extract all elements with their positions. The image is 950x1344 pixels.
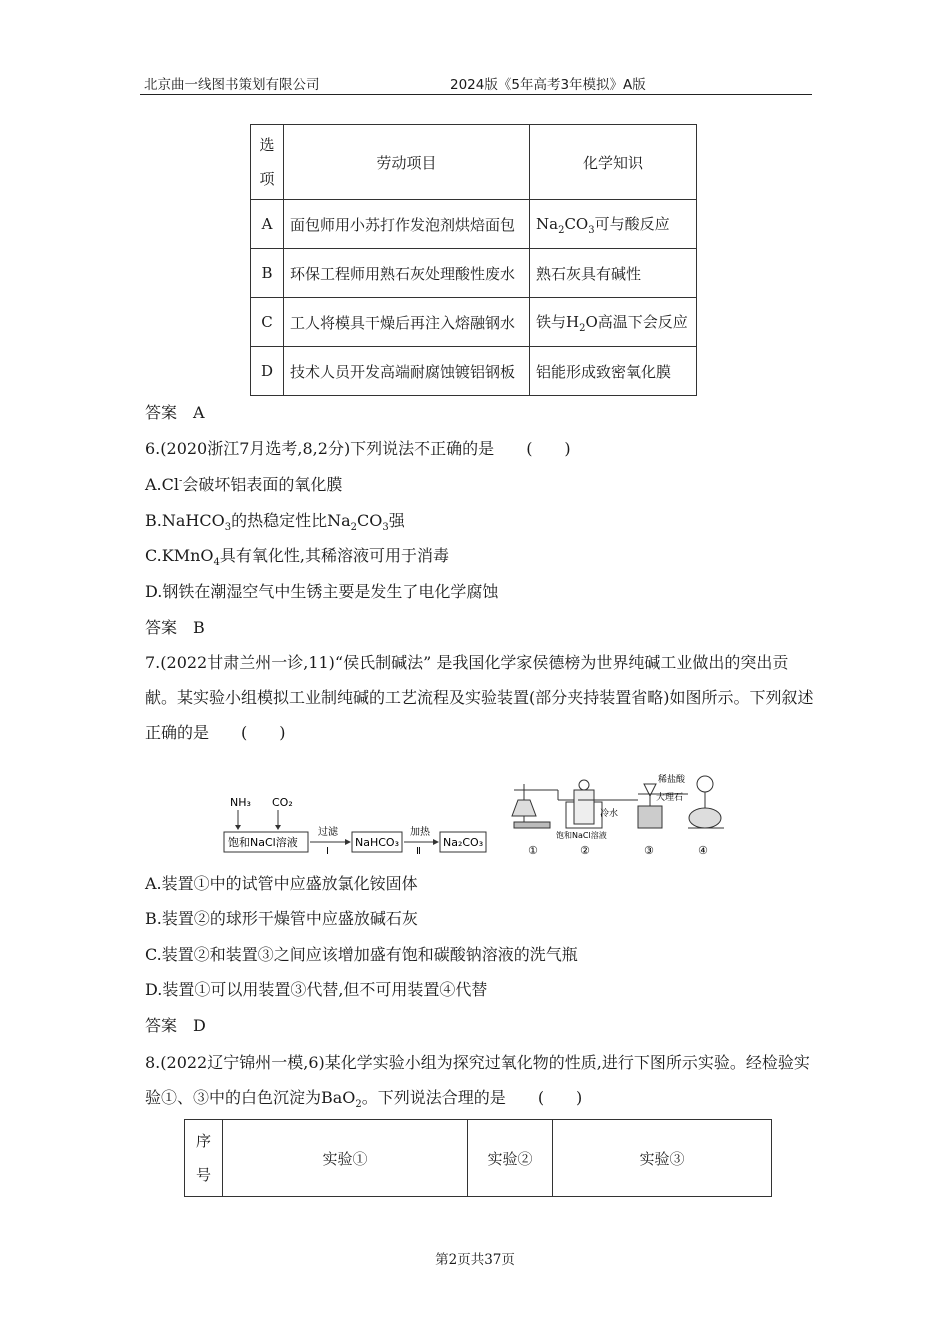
apparatus-1 [512, 784, 578, 828]
apparatus-1-label: ① [528, 844, 538, 857]
svg-text:NaHCO₃: NaHCO₃ [355, 836, 399, 849]
table-row: C 工人将模具干燥后再注入熔融钢水 铁与$H_2O$高温下会反应 [251, 298, 697, 347]
answer-6: 答案 B [145, 618, 205, 637]
apparatus-3 [638, 784, 688, 828]
co2-label: CO₂ [272, 796, 293, 809]
header-exp-2: 实验② [468, 1120, 553, 1197]
page-footer: 第2页共37页 [435, 1252, 515, 1268]
q7-option-c: C.装置②和装置③之间应该增加盛有饱和碳酸钠溶液的洗气瓶 [145, 945, 578, 964]
process-and-apparatus-figure [218, 770, 738, 860]
svg-text:加热: 加热 [410, 827, 430, 838]
header-option: 选 项 [251, 125, 284, 200]
table-row: A 面包师用小苏打作发泡剂烘焙面包 $Na_2CO_3$可与酸反应 [251, 200, 697, 249]
apparatus-4-label: ④ [698, 844, 708, 857]
apparatus-4 [688, 776, 724, 828]
labor-knowledge-table [250, 124, 697, 396]
svg-text:过滤: 过滤 [318, 827, 338, 838]
svg-text:稀盐酸: 稀盐酸 [658, 775, 686, 785]
experiment-table [184, 1119, 772, 1197]
book-title: 2024版《5年高考3年模拟》A版 [450, 77, 646, 93]
svg-text:饱和NaCl溶液: 饱和NaCl溶液 [228, 836, 298, 849]
answer-5: 答案 A [145, 403, 205, 422]
page-header [140, 70, 812, 95]
q6-option-b: B.NaHCO$_3$的热稳定性比$Na_2CO_3$强 [145, 511, 405, 534]
question-8-stem: 8.(2022辽宁锦州一模,6)某化学实验小组为探究过氧化物的性质,进行下图所示实验。经检验实验①、③中的白色沉淀为BaO$_2$。下列说法合理的是 ( ) [145, 1053, 810, 1111]
svg-text:冷水: 冷水 [600, 809, 619, 819]
question-7-stem: 7.(2022甘肃兰州一诊,11)“侯氏制碱法” 是我国化学家侯德榜为世界纯碱工业做出的突出贡献。某实验小组模拟工业制纯碱的工艺流程及实验装置(部分夹持装置省略)如图所示。下列叙述正确的是 ( ) [145, 653, 814, 742]
publisher: 北京曲一线图书策划有限公司 [144, 77, 320, 93]
table-row: D 技术人员开发高端耐腐蚀镀铝钢板 铝能形成致密氧化膜 [251, 347, 697, 396]
table-header-row [251, 125, 697, 200]
svg-text:大理石: 大理石 [656, 793, 684, 803]
table-row: B 环保工程师用熟石灰处理酸性废水 熟石灰具有碱性 [251, 249, 697, 298]
q7-option-a: A.装置①中的试管中应盛放氯化铵固体 [145, 874, 418, 893]
apparatus-2-label: ② [580, 844, 590, 857]
question-6-stem: 6.(2020浙江7月选考,8,2分)下列说法不正确的是 ( ) [145, 439, 571, 458]
header-exp-3: 实验③ [553, 1120, 772, 1197]
svg-text:Ⅰ: Ⅰ [326, 846, 329, 857]
header-labor-item: 劳动项目 [284, 125, 530, 200]
svg-text:Ⅱ: Ⅱ [416, 846, 421, 857]
q6-option-d: D.钢铁在潮湿空气中生锈主要是发生了电化学腐蚀 [145, 582, 499, 601]
q7-option-b: B.装置②的球形干燥管中应盛放碱石灰 [145, 909, 418, 928]
header-sequence: 序 号 [185, 1120, 223, 1197]
svg-text:Na₂CO₃: Na₂CO₃ [443, 836, 484, 849]
q7-option-d: D.装置①可以用装置③代替,但不可用装置④代替 [145, 980, 488, 999]
q6-option-a: A.Cl-会破坏铝表面的氧化膜 [145, 475, 343, 494]
svg-text:饱和NaCl溶液: 饱和NaCl溶液 [556, 831, 607, 840]
answer-7: 答案 D [145, 1016, 206, 1035]
nh3-label: NH₃ [230, 796, 251, 809]
apparatus-3-label: ③ [644, 844, 654, 857]
header-exp-1: 实验① [223, 1120, 468, 1197]
header-chem-knowledge: 化学知识 [530, 125, 697, 200]
apparatus-2 [566, 780, 638, 828]
table-header-row [185, 1120, 772, 1197]
q6-option-c: C.KMnO$_4$具有氧化性,其稀溶液可用于消毒 [145, 546, 449, 569]
